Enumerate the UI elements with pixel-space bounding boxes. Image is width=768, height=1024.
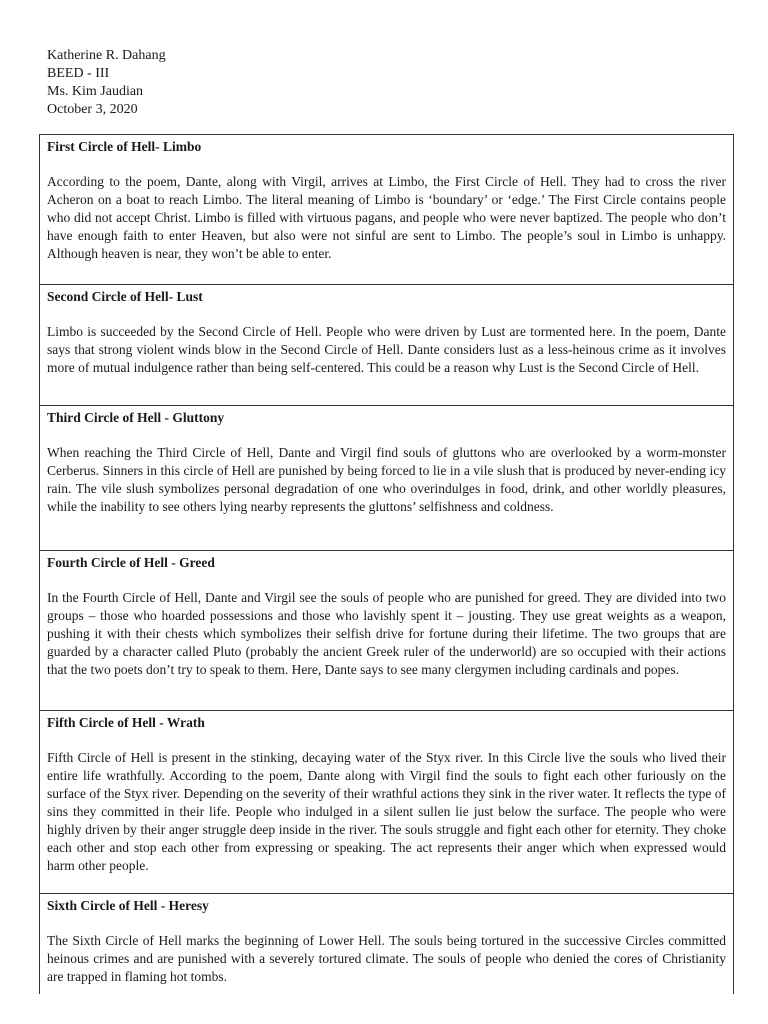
section-third-circle	[40, 406, 733, 551]
section-fourth-circle	[40, 551, 733, 711]
document-date: October 3, 2020	[47, 102, 138, 117]
instructor-name: Ms. Kim Jaudian	[47, 84, 144, 99]
course-label: BEED - III	[47, 66, 110, 81]
document-header	[47, 47, 166, 119]
section-title: Fifth Circle of Hell - Wrath	[47, 715, 205, 730]
section-fifth-circle	[40, 711, 733, 894]
section-body: Limbo is succeeded by the Second Circle of Hell. People who were driven by Lust are tormented here. In the poem, Dante says that strong violent winds blow in the Second Circle of Hell. Dante considers lust as a less-heinous crime as it involves more of mutual indulgence rather than being self-centered. This could be a reason why Lust is the Second Circle of Hell.	[47, 324, 726, 375]
section-second-circle	[40, 285, 733, 406]
section-first-circle	[40, 135, 733, 285]
section-title: Fourth Circle of Hell - Greed	[47, 555, 215, 570]
section-title: Second Circle of Hell- Lust	[47, 289, 203, 304]
section-title: Sixth Circle of Hell - Heresy	[47, 898, 209, 913]
author-name: Katherine R. Dahang	[47, 48, 166, 63]
section-title: First Circle of Hell- Limbo	[47, 139, 202, 154]
section-body: According to the poem, Dante, along with Virgil, arrives at Limbo, the First Circle of Hell. They had to cross the river Acheron on a boat to reach Limbo. The literal meaning of Limbo is ‘boundary’ or ‘edge.’ The First Circle contains people who did not accept Christ. Limbo is filled with virtuous pagans, and people who were never baptized. The people who don’t have enough faith to enter Heaven, but also were not sinful are sent to Limbo. The people’s soul in Limbo is unhappy. Although heaven is near, they won’t be able to enter.	[47, 174, 726, 261]
circles-table	[39, 134, 734, 994]
section-body: The Sixth Circle of Hell marks the beginning of Lower Hell. The souls being tortured in the successive Circles committed heinous crimes and are punished with a severely tortured climate. The souls of people who denied the cores of Christianity are trapped in flaming hot tombs.	[47, 933, 726, 984]
section-body: Fifth Circle of Hell is present in the stinking, decaying water of the Styx river. In this Circle live the souls who lived their entire life wrathfully. According to the poem, Dante along with Virgil find the souls to fight each other furiously on the surface of the Styx river. Depending on the severity of their wrathful actions they sink in the river water. It reflects the type of sins they committed in their life. People who indulged in a silent sullen lie just below the surface. The people who were highly driven by their anger struggle deep inside in the river. The souls struggle and fight each other for eternity. They choke each other and stop each other from expressing or speaking. The act represents their anger which when expressed would harm other people.	[47, 750, 726, 873]
section-body: In the Fourth Circle of Hell, Dante and Virgil see the souls of people who are punished for greed. They are divided into two groups – those who hoarded possessions and those who lavishly spent it – jousting. They use great weights as a weapon, pushing it with their chests which symbolizes their selfish drive for fortune during their lifetime. The two groups that are guarded by a character called Pluto (probably the ancient Greek ruler of the underworld) are so occupied with their actions that the two poets don’t try to speak to them. Here, Dante says to see many clergymen including cardinals and popes.	[47, 590, 726, 677]
section-sixth-circle	[40, 894, 733, 994]
section-body: When reaching the Third Circle of Hell, Dante and Virgil find souls of gluttons who are overlooked by a worm-monster Cerberus. Sinners in this circle of Hell are punished by being forced to lie in a vile slush that is produced by never-ending icy rain. The vile slush symbolizes personal degradation of one who overindulges in food, drink, and other worldly pleasures, while the inability to see others lying nearby represents the gluttons’ selfishness and coldness.	[47, 445, 726, 514]
section-title: Third Circle of Hell - Gluttony	[47, 410, 225, 425]
